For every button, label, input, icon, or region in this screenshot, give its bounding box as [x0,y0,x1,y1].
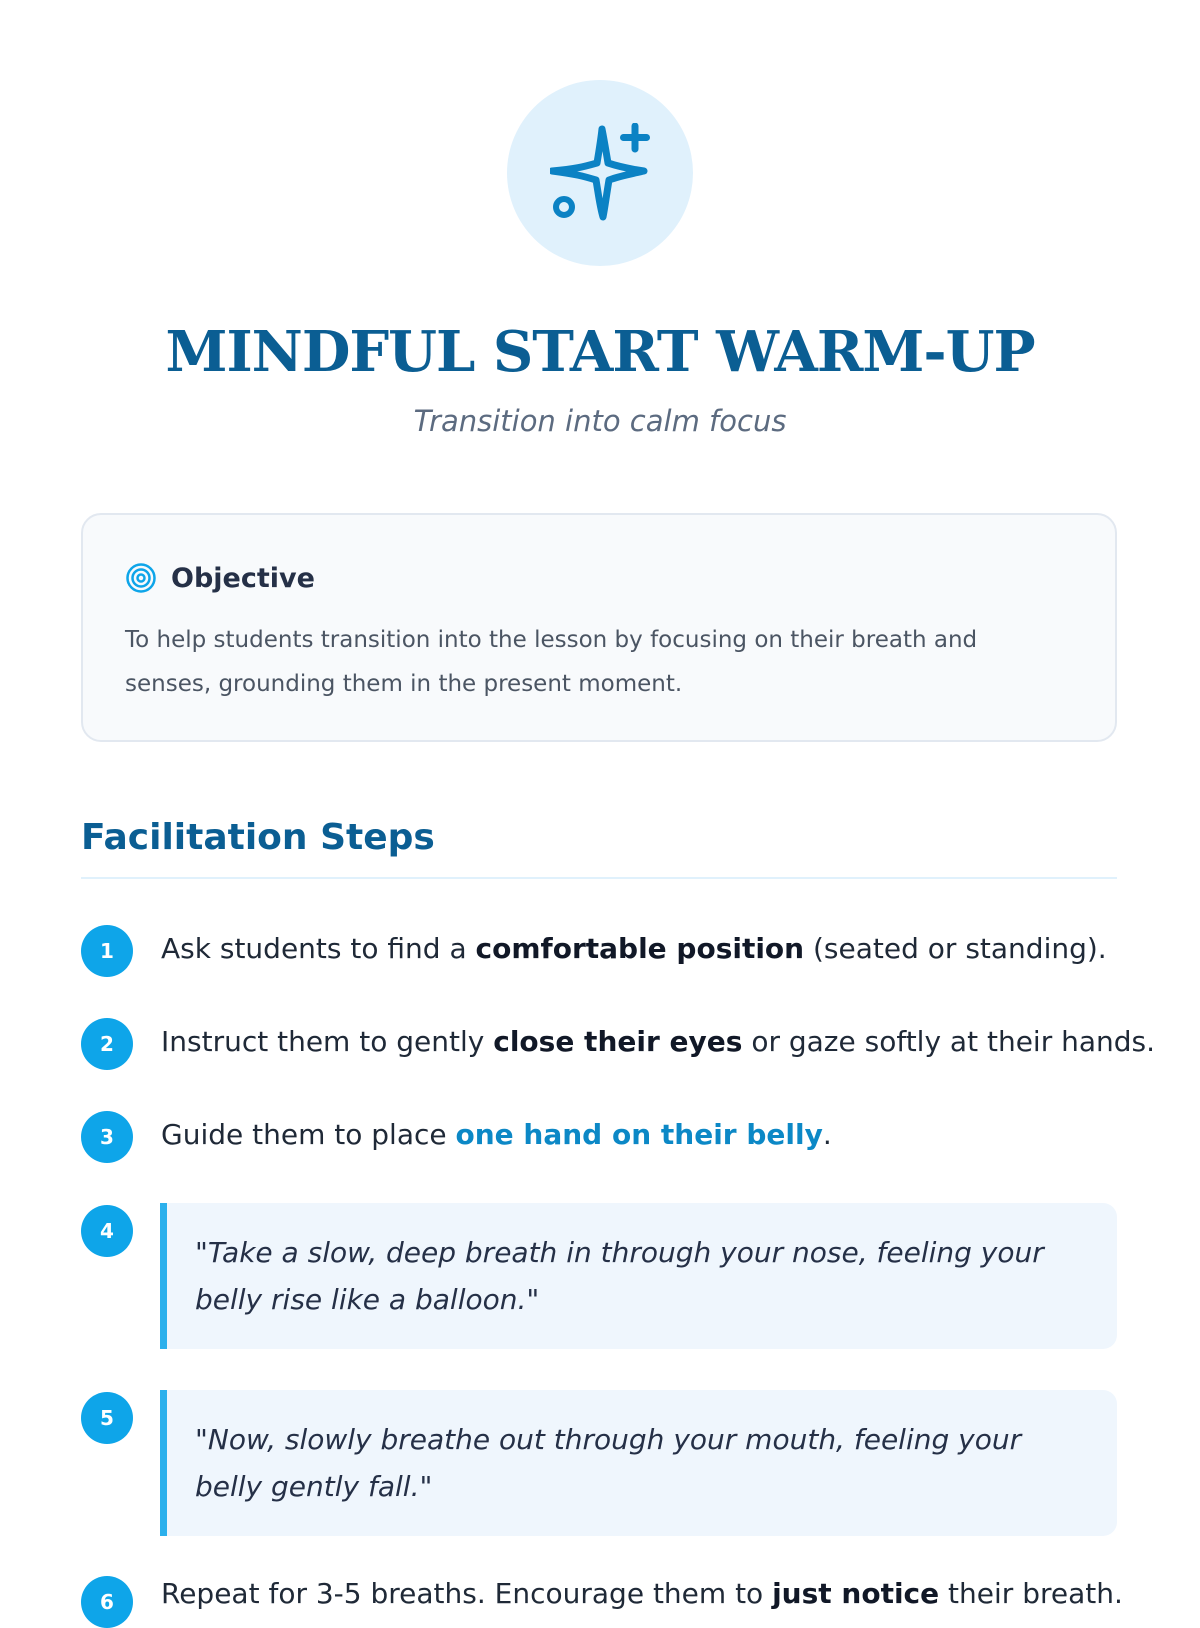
objective-title: Objective [171,562,315,594]
objective-header [125,560,315,596]
step-emphasis: close their eyes [493,1025,743,1058]
step-text: Instruct them to gently close their eyes or gaze softly at their hands. [161,1025,1156,1058]
step-highlight: one hand on their belly [455,1118,823,1151]
target-icon [125,562,157,594]
page-subtitle: Transition into calm focus [413,404,787,438]
section-divider [81,877,1117,879]
objective-card [81,513,1117,742]
step-number: 3 [81,1111,133,1163]
step-text: Repeat for 3-5 breaths. Encourage them to just notice their breath. [161,1577,1123,1610]
quote-text: "Take a slow, deep breath in through your nose, feeling your belly rise like a balloon." [195,1236,1044,1316]
step-emphasis: just notice [772,1577,940,1610]
step-number: 1 [81,925,133,977]
step-number: 2 [81,1018,133,1070]
step-number: 6 [81,1576,133,1628]
objective-text: To help students transition into the lesson by focusing on their breath and senses, grounding them in the present moment. [125,627,978,697]
step-text: Ask students to find a comfortable position (seated or standing). [161,932,1107,965]
step-text: Guide them to place one hand on their belly. [161,1118,832,1151]
quote-box [160,1203,1117,1349]
page-title: MINDFUL START WARM-UP [165,319,1035,385]
step-number: 4 [81,1205,133,1257]
hero-icon-badge [507,80,693,266]
sparkles-icon [550,123,650,223]
quote-text: "Now, slowly breathe out through your mouth, feeling your belly gently fall." [195,1423,1022,1503]
quote-box [160,1390,1117,1536]
section-title: Facilitation Steps [81,817,435,858]
step-emphasis: comfortable position [475,932,805,965]
step-number: 5 [81,1392,133,1444]
